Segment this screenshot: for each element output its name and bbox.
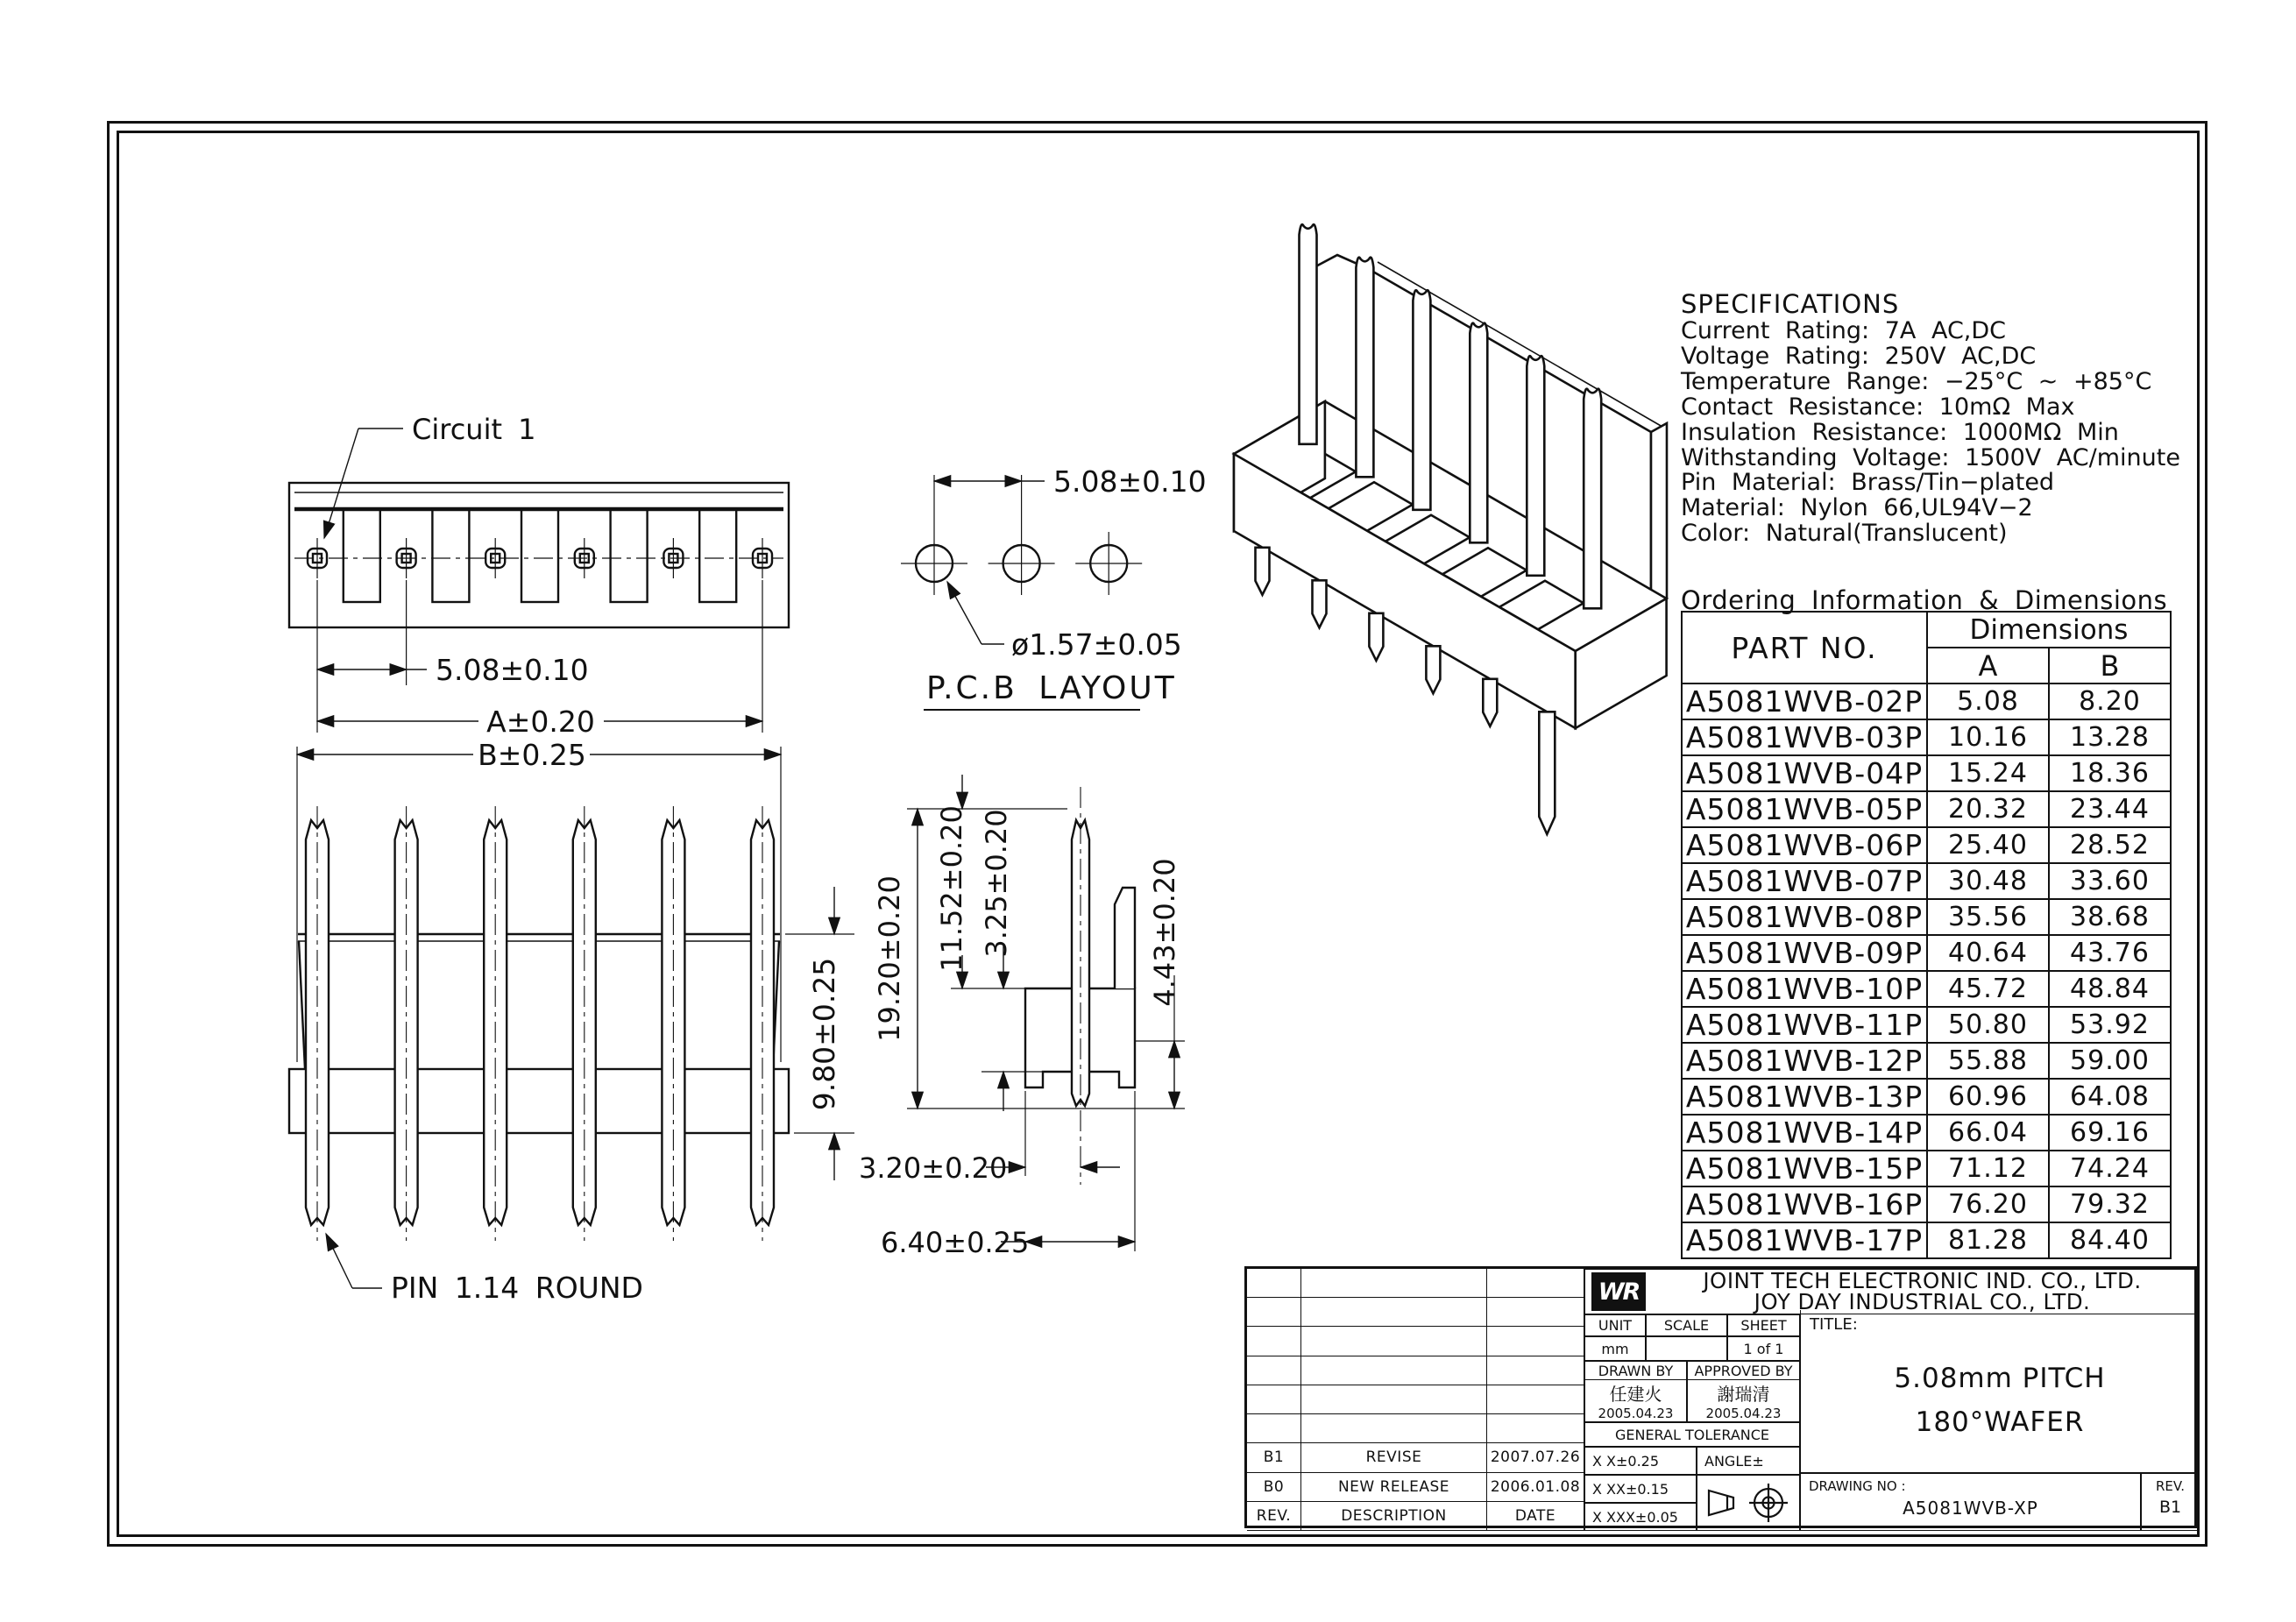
- dim-b: 8.20: [2049, 684, 2171, 719]
- ordering-rows: [1682, 684, 2171, 1258]
- section-base-dim: 6.40±0.25: [881, 1226, 1030, 1259]
- table-row: [1682, 1222, 2171, 1258]
- table-row: [1682, 827, 2171, 863]
- spec-line: Voltage Rating: 250V AC,DC: [1681, 342, 2037, 370]
- rev-desc: DESCRIPTION: [1301, 1502, 1487, 1531]
- drawing-no-value: A5081WVB-XP: [1903, 1498, 2038, 1519]
- rev-cell-empty: [1247, 1327, 1301, 1356]
- table-row: [1682, 863, 2171, 899]
- rev-cell-empty: [1487, 1414, 1584, 1443]
- unit-value: mm: [1584, 1336, 1646, 1361]
- rev-cell-empty: [1301, 1356, 1487, 1385]
- table-row: [1682, 1043, 2171, 1079]
- table-row: [1682, 1151, 2171, 1186]
- part-no: A5081WVB-03P: [1682, 719, 1927, 755]
- unit-label: UNIT: [1584, 1314, 1646, 1336]
- rev-desc: NEW RELEASE: [1301, 1473, 1487, 1502]
- front-view: [289, 413, 789, 739]
- dim-b: 13.28: [2049, 719, 2171, 755]
- dim-a: 20.32: [1927, 791, 2049, 827]
- part-no: A5081WVB-02P: [1682, 684, 1927, 719]
- rev-cell-empty: [1247, 1414, 1301, 1443]
- dim-a: 66.04: [1927, 1115, 2049, 1151]
- rev-id: REV.: [1247, 1502, 1301, 1531]
- table-row: [1682, 935, 2171, 971]
- side-width-dim: B±0.25: [478, 738, 586, 772]
- part-no: A5081WVB-08P: [1682, 899, 1927, 935]
- rev-cell-empty: [1247, 1269, 1301, 1298]
- rev-cell-empty: [1487, 1327, 1584, 1356]
- section-total-dim: 19.20±0.20: [873, 875, 906, 1042]
- side-view: [289, 738, 854, 1305]
- section-body-dim: 3.25±0.20: [980, 809, 1013, 958]
- approved-by-signature: 謝瑞清: [1687, 1380, 1800, 1405]
- rev-cell-empty: [1487, 1298, 1584, 1327]
- table-row: [1682, 1115, 2171, 1151]
- ordering-table: [1681, 611, 2172, 1259]
- rev-date: 2006.01.08: [1487, 1473, 1584, 1502]
- dim-b: 64.08: [2049, 1079, 2171, 1115]
- company-logo: WR: [1591, 1272, 1646, 1311]
- projection-symbol-icon: [1698, 1477, 1798, 1529]
- company-line1: JOINT TECH ELECTRONIC IND. CO., LTD.: [1703, 1268, 2142, 1293]
- part-no: A5081WVB-10P: [1682, 971, 1927, 1007]
- col-header-part-no: PART NO.: [1682, 612, 1927, 684]
- rev-cell-empty: [1247, 1356, 1301, 1385]
- table-row: [1682, 719, 2171, 755]
- general-tolerance-label: GENERAL TOLERANCE: [1584, 1422, 1800, 1447]
- front-pitch-dim: 5.08±0.10: [436, 653, 589, 687]
- section-offset-dim: 3.20±0.20: [859, 1151, 1008, 1185]
- part-no: A5081WVB-16P: [1682, 1186, 1927, 1222]
- part-no: A5081WVB-04P: [1682, 755, 1927, 791]
- tolerance-xx: X XX±0.15: [1584, 1475, 1697, 1503]
- part-no: A5081WVB-06P: [1682, 827, 1927, 863]
- rev-desc: REVISE: [1301, 1443, 1487, 1472]
- revision-table: [1247, 1269, 1584, 1531]
- table-row: [1682, 1079, 2171, 1115]
- drawing-title-line1: 5.08mm PITCH: [1894, 1363, 2106, 1394]
- dim-a: 30.48: [1927, 863, 2049, 899]
- dim-b: 84.40: [2049, 1222, 2171, 1258]
- specifications-title: SPECIFICATIONS: [1681, 289, 1900, 319]
- drawn-by-signature: 任建火: [1584, 1380, 1687, 1405]
- pcb-pitch-dim: 5.08±0.10: [1053, 464, 1207, 499]
- company-line2: JOY DAY INDUSTRIAL CO., LTD.: [1754, 1289, 2091, 1314]
- spec-line: Current Rating: 7A AC,DC: [1681, 317, 2007, 344]
- dim-a: 5.08: [1927, 684, 2049, 719]
- rev-date: 2007.07.26: [1487, 1443, 1584, 1472]
- part-no: A5081WVB-09P: [1682, 935, 1927, 971]
- drawing-no-label: DRAWING NO :: [1809, 1478, 1906, 1494]
- dim-a: 60.96: [1927, 1079, 2049, 1115]
- pcb-hole-dim: ø1.57±0.05: [1011, 627, 1182, 662]
- dim-a: 10.16: [1927, 719, 2049, 755]
- drawn-by-label: DRAWN BY: [1584, 1361, 1687, 1380]
- dim-a: 50.80: [1927, 1007, 2049, 1043]
- rev-cell-empty: [1487, 1269, 1584, 1298]
- scale-label: SCALE: [1646, 1314, 1727, 1336]
- dim-b: 74.24: [2049, 1151, 2171, 1186]
- spec-line: Color: Natural(Translucent): [1681, 520, 2008, 548]
- rev-date: DATE: [1487, 1502, 1584, 1531]
- table-row: [1682, 755, 2171, 791]
- dim-b: 23.44: [2049, 791, 2171, 827]
- tolerance-xxx: X XXX±0.05: [1584, 1503, 1697, 1531]
- specifications-block: [1681, 289, 2207, 547]
- title-label: TITLE:: [1810, 1315, 1858, 1334]
- company-names: [1651, 1268, 2193, 1314]
- table-row: [1682, 1007, 2171, 1043]
- dim-b: 28.52: [2049, 827, 2171, 863]
- dim-a: 45.72: [1927, 971, 2049, 1007]
- dim-a: 55.88: [1927, 1043, 2049, 1079]
- side-height-dim: 9.80±0.25: [807, 957, 841, 1111]
- scale-value: [1646, 1336, 1727, 1361]
- part-no: A5081WVB-15P: [1682, 1151, 1927, 1186]
- dim-b: 38.68: [2049, 899, 2171, 935]
- dim-b: 69.16: [2049, 1115, 2171, 1151]
- angle-label: ANGLE±: [1697, 1447, 1800, 1475]
- dim-a: 71.12: [1927, 1151, 2049, 1186]
- front-overall-dim: A±0.20: [486, 705, 595, 739]
- dim-b: 53.92: [2049, 1007, 2171, 1043]
- dim-b: 79.32: [2049, 1186, 2171, 1222]
- table-row: [1682, 1186, 2171, 1222]
- circuit-label: Circuit 1: [412, 413, 536, 446]
- dim-b: 43.76: [2049, 935, 2171, 971]
- dim-a: 15.24: [1927, 755, 2049, 791]
- part-no: A5081WVB-14P: [1682, 1115, 1927, 1151]
- rev-cell-empty: [1301, 1385, 1487, 1414]
- drawing-title-line2: 180°WAFER: [1915, 1406, 2085, 1438]
- dim-a: 81.28: [1927, 1222, 2049, 1258]
- dim-a: 35.56: [1927, 899, 2049, 935]
- sheet-label: SHEET: [1727, 1314, 1800, 1336]
- sheet-value: 1 of 1: [1727, 1336, 1800, 1361]
- col-header-b: B: [2049, 648, 2171, 684]
- part-no: A5081WVB-07P: [1682, 863, 1927, 899]
- table-row: [1682, 971, 2171, 1007]
- part-no: A5081WVB-05P: [1682, 791, 1927, 827]
- rev-cell-empty: [1487, 1356, 1584, 1385]
- rev-id: B0: [1247, 1473, 1301, 1502]
- spec-line: Pin Material: Brass/Tin−plated: [1681, 469, 2055, 497]
- part-no: A5081WVB-17P: [1682, 1222, 1927, 1258]
- table-row: [1682, 791, 2171, 827]
- dim-a: 40.64: [1927, 935, 2049, 971]
- rev-label: REV.: [2156, 1478, 2185, 1494]
- side-pin-note: PIN 1.14 ROUND: [391, 1271, 643, 1305]
- approved-by-date: 2005.04.23: [1687, 1405, 1800, 1422]
- approved-by-label: APPROVED BY: [1687, 1361, 1800, 1380]
- isometric-view: [1234, 224, 1667, 834]
- spec-line: Temperature Range: −25°C ~ +85°C: [1681, 367, 2152, 395]
- dim-b: 48.84: [2049, 971, 2171, 1007]
- rev-id: B1: [1247, 1443, 1301, 1472]
- title-block: [1244, 1266, 2197, 1528]
- rev-cell-empty: [1247, 1385, 1301, 1414]
- company-banner: [1584, 1269, 2200, 1314]
- dim-b: 59.00: [2049, 1043, 2171, 1079]
- rev-cell-empty: [1487, 1385, 1584, 1414]
- part-no: A5081WVB-11P: [1682, 1007, 1927, 1043]
- col-header-dimensions: Dimensions: [1927, 612, 2171, 648]
- section-above-dim: 11.52±0.20: [935, 805, 968, 972]
- rev-cell-empty: [1247, 1298, 1301, 1327]
- drawn-by-date: 2005.04.23: [1584, 1405, 1687, 1422]
- pcb-caption: P.C.B LAYOUT: [926, 670, 1177, 706]
- dim-a: 76.20: [1927, 1186, 2049, 1222]
- pcb-layout-view: [901, 464, 1207, 710]
- dim-b: 18.36: [2049, 755, 2171, 791]
- col-header-a: A: [1927, 648, 2049, 684]
- tolerance-x: X X±0.25: [1584, 1447, 1697, 1475]
- rev-cell-empty: [1301, 1298, 1487, 1327]
- rev-cell-empty: [1301, 1269, 1487, 1298]
- rev-cell-empty: [1301, 1327, 1487, 1356]
- spec-line: Insulation Resistance: 1000MΩ Min: [1681, 418, 2119, 446]
- table-row: [1682, 684, 2171, 719]
- part-no: A5081WVB-12P: [1682, 1043, 1927, 1079]
- table-row: [1682, 899, 2171, 935]
- section-below-dim: 4.43±0.20: [1148, 858, 1181, 1007]
- part-no: A5081WVB-13P: [1682, 1079, 1927, 1115]
- ordering-title: Ordering Information & Dimensions: [1681, 585, 2168, 615]
- section-view: [859, 775, 1185, 1259]
- dim-b: 33.60: [2049, 863, 2171, 899]
- spec-line: Withstanding Voltage: 1500V AC/minute: [1681, 443, 2180, 471]
- rev-value: B1: [2158, 1498, 2182, 1517]
- spec-line: Material: Nylon 66,UL94V−2: [1681, 494, 2033, 522]
- dim-a: 25.40: [1927, 827, 2049, 863]
- spec-line: Contact Resistance: 10mΩ Max: [1681, 393, 2075, 421]
- drawing-title: [1800, 1330, 2200, 1470]
- rev-cell-empty: [1301, 1414, 1487, 1443]
